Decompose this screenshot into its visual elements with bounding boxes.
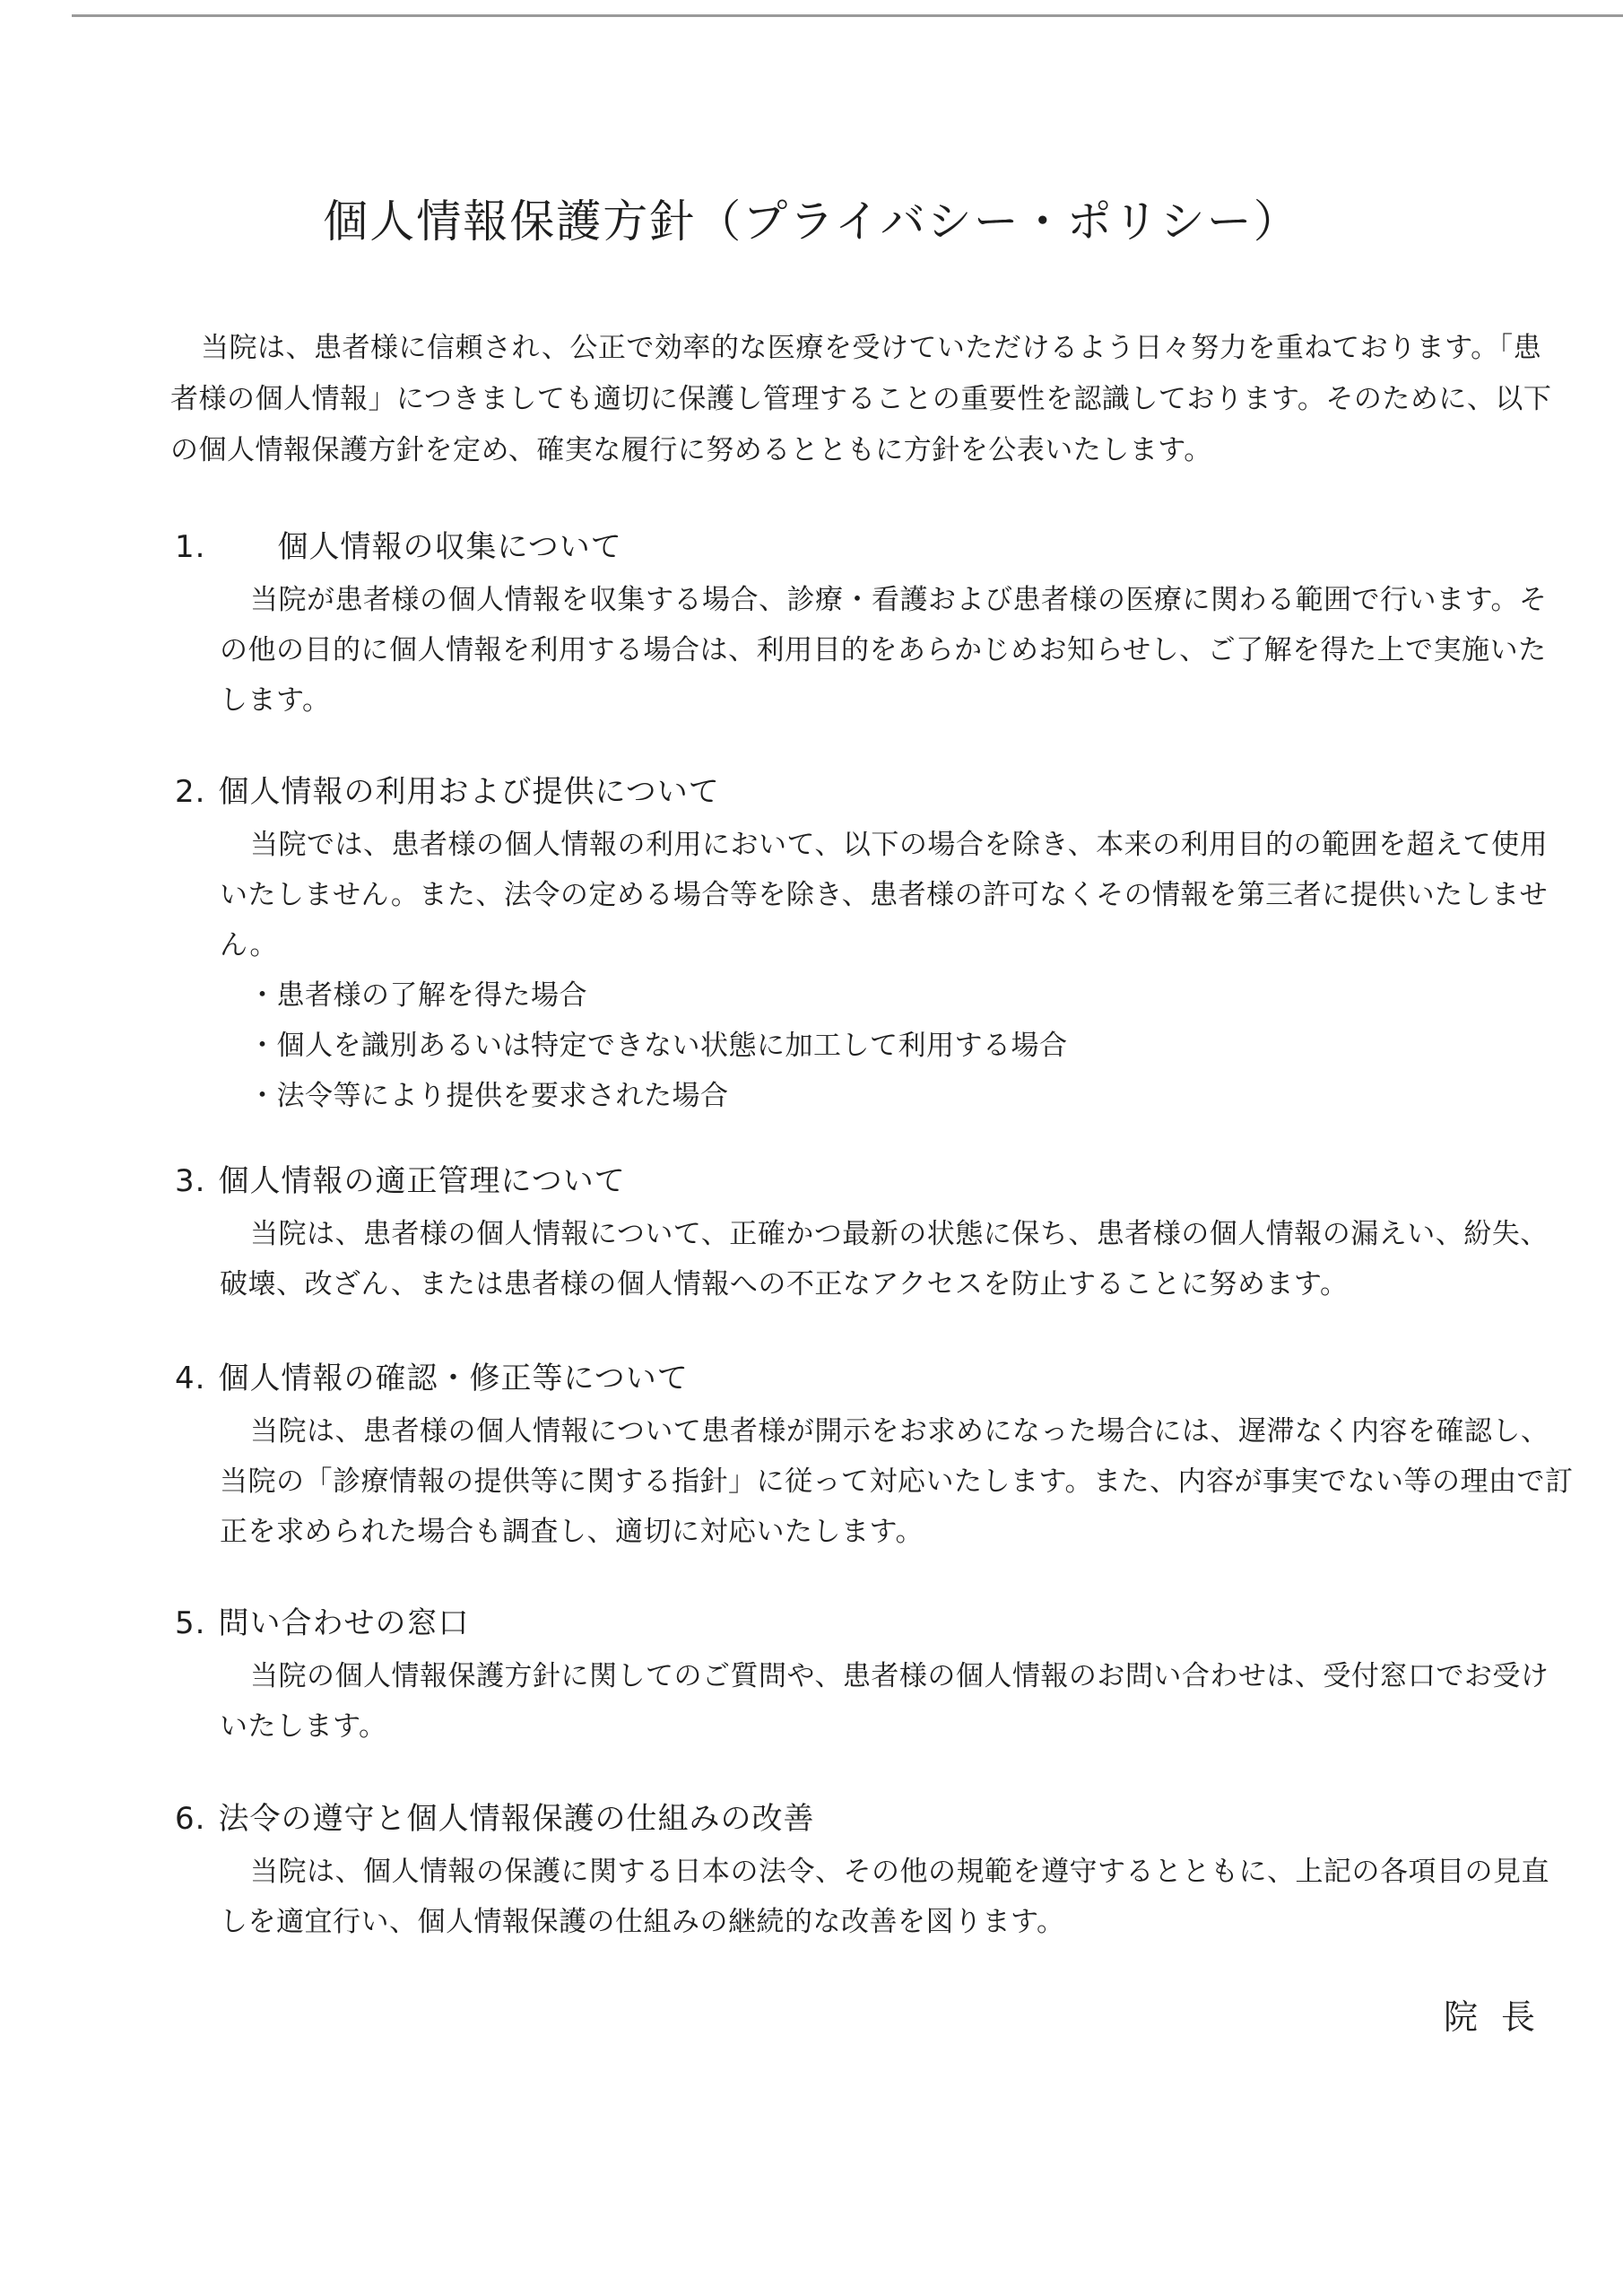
list-item: ・ 個人を識別あるいは特定できない状態に加工して利用する場合: [248, 1021, 1574, 1071]
section-heading: [175, 770, 1574, 814]
section-heading: [175, 1159, 1574, 1204]
section-heading: [175, 1356, 1574, 1401]
bullet-list: [248, 970, 1574, 1121]
list-item: ・ 法令等により提供を要求された場合: [248, 1071, 1574, 1121]
section-heading: [175, 1796, 1574, 1841]
intro-paragraph: 当院は、患者様に信頼され、公正で効率的な医療を受けていただけるよう日々努力を重ねております。「患者様の個人情報」につきましても適切に保護し管理することの重要性を認識しております。そのために、以下の個人情報保護方針を定め、確実な履行に努めるとともに方針を公表いたします。: [170, 332, 1552, 466]
section-heading: [175, 525, 1574, 570]
section-title: 個人情報の確認・修正等について: [218, 1361, 689, 1396]
section-2: [175, 770, 1574, 1121]
section-6: [175, 1796, 1574, 1947]
section-number: 6.: [175, 1801, 206, 1837]
section-title: 法令の遵守と個人情報保護の仕組みの改善: [218, 1801, 815, 1837]
section-body: 当院は、患者様の個人情報について、正確かつ最新の状態に保ち、患者様の個人情報の漏えい、紛失、破壊、改ざん、または患者様の個人情報への不正なアクセスを防止することに努めます。: [220, 1218, 1549, 1300]
section-number: 2.: [175, 774, 206, 810]
section-number: 1.: [175, 529, 206, 565]
section-number: 5.: [175, 1605, 206, 1641]
section-title: 問い合わせの窓口: [218, 1605, 470, 1641]
section-title: 個人情報の収集について: [277, 529, 622, 565]
signature: 院長: [1443, 1997, 1558, 2037]
section-title: 個人情報の適正管理について: [218, 1163, 626, 1199]
section-body: 当院は、個人情報の保護に関する日本の法令、その他の規範を遵守するとともに、上記の各項目の見直しを適宜行い、個人情報保護の仕組みの継続的な改善を図ります。: [220, 1856, 1549, 1938]
section-1: [175, 525, 1574, 726]
section-4: [175, 1356, 1574, 1557]
document-title: 個人情報保護方針（プライバシー・ポリシー）: [323, 196, 1300, 248]
section-number: 4.: [175, 1361, 206, 1396]
section-5: [175, 1601, 1574, 1752]
section-body: 当院は、患者様の個人情報について患者様が開示をお求めになった場合には、遅滞なく内容を確認し、当院の「診療情報の提供等に関する指針」に従って対応いたします。また、内容が事実でない等の理由で訂正を求められた場合も調査し、適切に対応いたします。: [220, 1415, 1574, 1548]
section-3: [175, 1159, 1574, 1309]
section-body: 当院では、患者様の個人情報の利用において、以下の場合を除き、本来の利用目的の範囲を超えて使用いたしません。また、法令の定める場合等を除き、患者様の許可なくその情報を第三者に提供いたしません。: [220, 829, 1549, 961]
section-body: 当院の個人情報保護方針に関してのご質問や、患者様の個人情報のお問い合わせは、受付窓口でお受けいたします。: [220, 1660, 1549, 1743]
section-body: 当院が患者様の個人情報を収集する場合、診療・看護および患者様の医療に関わる範囲で行います。その他の目的に個人情報を利用する場合は、利用目的をあらかじめお知らせし、ご了解を得た上で実施いたします。: [220, 584, 1548, 717]
section-heading: [175, 1601, 1574, 1646]
list-item: ・ 患者様の了解を得た場合: [248, 970, 1574, 1021]
section-number: 3.: [175, 1163, 206, 1199]
section-title: 個人情報の利用および提供について: [218, 774, 720, 810]
